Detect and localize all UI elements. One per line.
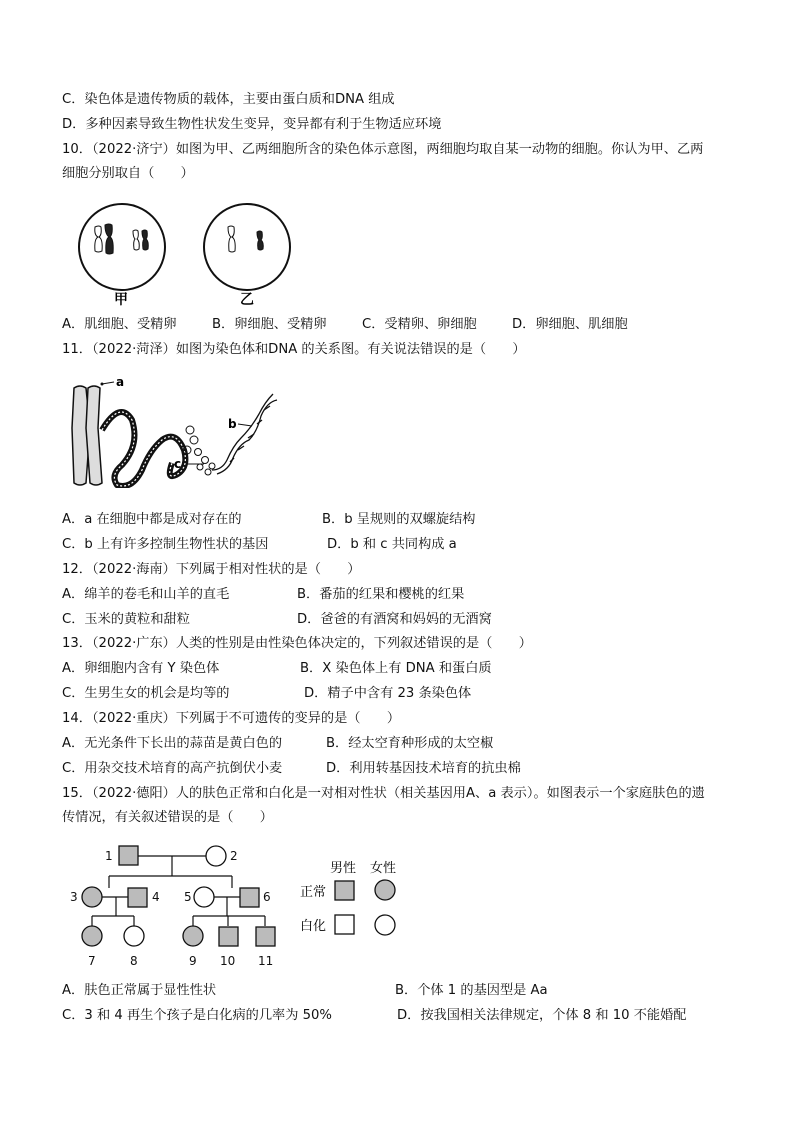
label-a: a: [116, 375, 125, 389]
q12-option-c: C．玉米的黄粒和甜粒: [62, 612, 190, 627]
legend-albino-female: [375, 915, 395, 935]
id-11: 11: [258, 954, 274, 968]
q10-option-b: B．卵细胞、受精卵: [212, 317, 327, 332]
pedigree-lines: [92, 856, 265, 926]
cell-jia-label: 甲: [114, 292, 128, 308]
q11-option-b: B．b 呈规则的双螺旋结构: [322, 512, 476, 527]
pedigree-legend: [300, 860, 396, 935]
individual-4: [128, 888, 147, 907]
id-5: 5: [184, 890, 192, 904]
cell-yi-chromosomes: [228, 226, 263, 252]
nucleosome-beads: [183, 426, 215, 475]
id-10: 10: [220, 954, 236, 968]
individual-9: [183, 926, 203, 946]
individual-10: [219, 927, 238, 946]
individual-7: [82, 926, 102, 946]
q12-option-a: A．绵羊的卷毛和山羊的直毛: [62, 587, 230, 602]
pedigree-figure: [62, 838, 422, 976]
q14-option-a: A．无光条件下长出的蒜苗是黄白色的: [62, 736, 283, 751]
cell-chromosome-figure: [70, 200, 310, 310]
prev-option-d: D．多种因素导致生物性状发生变异，变异都有利于生物适应环境: [62, 117, 442, 132]
q11-option-c: C．b 上有许多控制生物性状的基因: [62, 537, 269, 552]
q12-option-d: D．爸爸的有酒窝和妈妈的无酒窝: [297, 612, 492, 627]
q13-option-a: A．卵细胞内含有 Y 染色体: [62, 661, 220, 676]
q13-option-d: D．精子中含有 23 条染色体: [304, 686, 472, 701]
cell-jia-outline: [79, 204, 165, 290]
q14-stem: 14．（2022·重庆）下列属于不可遗传的变异的是（ ）: [62, 711, 401, 726]
individual-1: [119, 846, 138, 865]
prev-option-c: C．染色体是遗传物质的载体，主要由蛋白质和DNA 组成: [62, 92, 395, 107]
q13-stem: 13．（2022·广东）人类的性别是由性染色体决定的，下列叙述错误的是（ ）: [62, 636, 532, 651]
q14-option-c: C．用杂交技术培育的高产抗倒伏小麦: [62, 761, 283, 776]
individual-6: [240, 888, 259, 907]
id-8: 8: [130, 954, 138, 968]
q15-option-d: D．按我国相关法律规定，个体 8 和 10 不能婚配: [397, 1008, 687, 1023]
individual-3: [82, 887, 102, 907]
q10-option-c: C．受精卵、卵细胞: [362, 317, 477, 332]
id-4: 4: [152, 890, 160, 904]
q15-stem-line2: 传情况，有关叙述错误的是（ ）: [62, 810, 273, 825]
q15-stem-line1: 15．（2022·德阳）人的肤色正常和白化是一对相对性状（相关基因用A、a 表示）。如图表示一个家庭肤色的遗: [62, 786, 705, 801]
legend-male: 男性: [330, 861, 357, 876]
dna-double-helix: [212, 394, 277, 474]
id-1: 1: [105, 849, 113, 863]
label-b: b: [228, 417, 237, 431]
cell-yi-label: 乙: [240, 292, 254, 308]
chromosome-dna-figure: [62, 370, 292, 488]
legend-normal-female: [375, 880, 395, 900]
q10-option-d: D．卵细胞、肌细胞: [512, 317, 628, 332]
id-6: 6: [263, 890, 271, 904]
individual-2: [206, 846, 226, 866]
legend-albino: 白化: [300, 919, 327, 934]
q14-option-b: B．经太空育种形成的太空椒: [326, 736, 494, 751]
id-2: 2: [230, 849, 238, 863]
q13-option-c: C．生男生女的机会是均等的: [62, 686, 230, 701]
q10-stem-line1: 10．（2022·济宁）如图为甲、乙两细胞所含的染色体示意图，两细胞均取自某一动物的细胞。你认为甲、乙两: [62, 142, 704, 157]
q12-option-b: B．番茄的红果和樱桃的红果: [297, 587, 465, 602]
q10-stem-line2: 细胞分别取自（ ）: [62, 166, 194, 181]
legend-female: 女性: [370, 861, 397, 876]
id-3: 3: [70, 890, 78, 904]
q12-stem: 12．（2022·海南）下列属于相对性状的是（ ）: [62, 562, 361, 577]
legend-albino-male: [335, 915, 354, 934]
individual-11: [256, 927, 275, 946]
label-c: c: [174, 457, 182, 471]
individual-5: [194, 887, 214, 907]
q10-option-a: A．肌细胞、受精卵: [62, 317, 177, 332]
id-9: 9: [189, 954, 197, 968]
q13-option-b: B．X 染色体上有 DNA 和蛋白质: [300, 661, 492, 676]
q11-stem: 11．（2022·菏泽）如图为染色体和DNA 的关系图。有关说法错误的是（ ）: [62, 342, 526, 357]
q11-option-d: D．b 和 c 共同构成 a: [327, 537, 457, 552]
q15-option-c: C．3 和 4 再生个孩子是白化病的几率为 50%: [62, 1008, 332, 1023]
individual-8: [124, 926, 144, 946]
cell-yi-outline: [204, 204, 290, 290]
cell-jia-chromosomes: [95, 224, 148, 254]
id-7: 7: [88, 954, 96, 968]
q14-option-d: D．利用转基因技术培育的抗虫棉: [326, 761, 521, 776]
legend-normal-male: [335, 881, 354, 900]
chromosome-a: [72, 386, 102, 485]
legend-normal: 正常: [300, 885, 327, 900]
chromatin-coil: [102, 412, 185, 486]
q15-option-a: A．肤色正常属于显性性状: [62, 983, 217, 998]
q11-option-a: A．a 在细胞中都是成对存在的: [62, 512, 242, 527]
q15-option-b: B．个体 1 的基因型是 Aa: [395, 983, 548, 998]
